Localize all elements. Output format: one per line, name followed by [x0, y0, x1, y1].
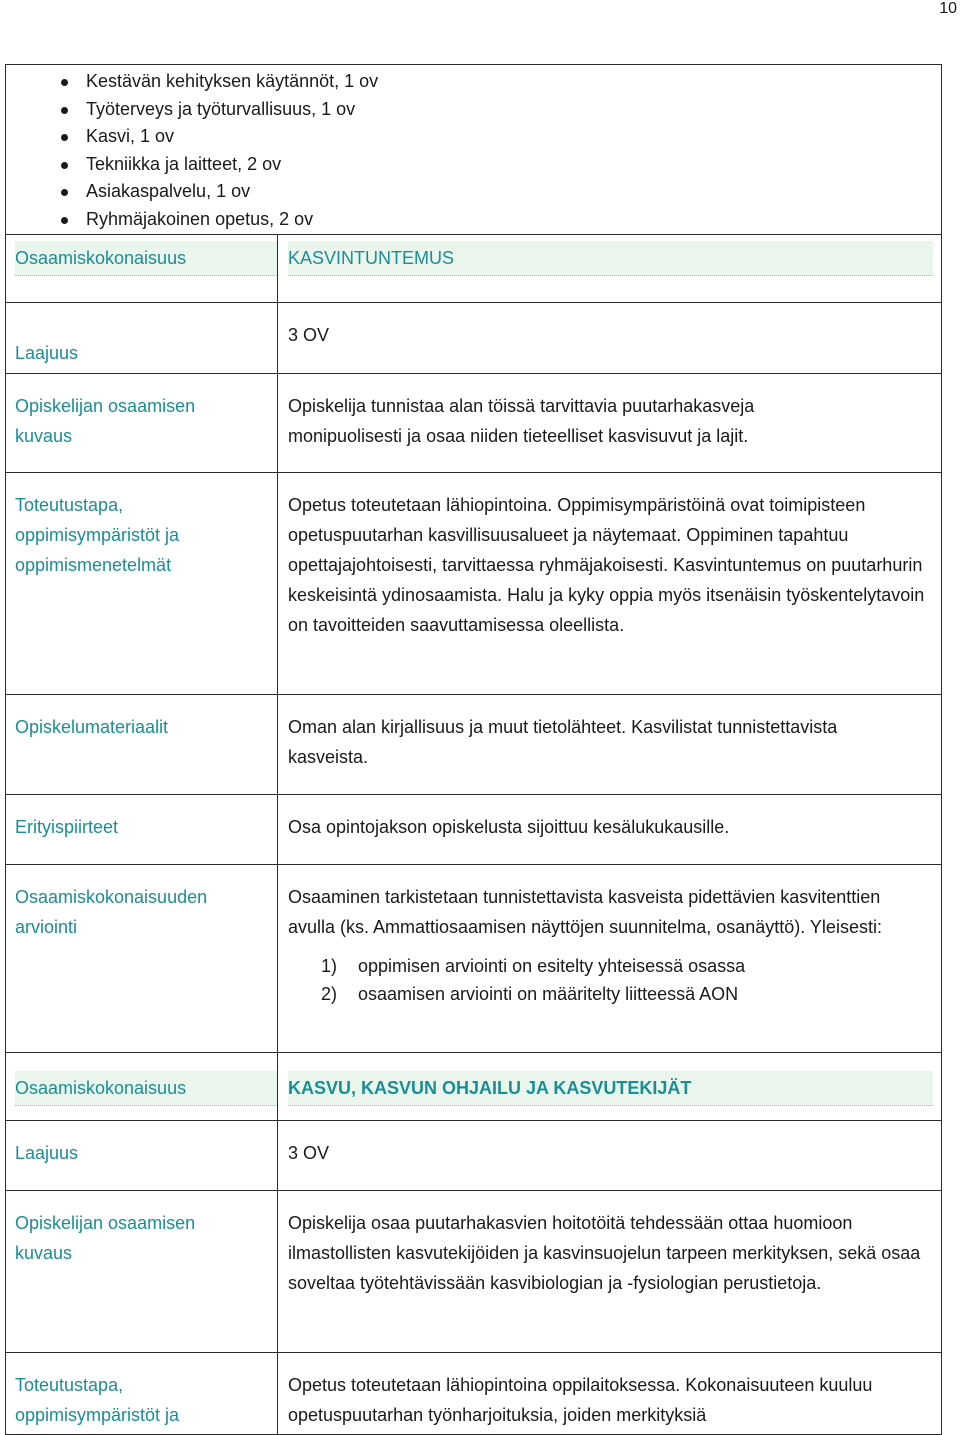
list-item: Kestävän kehityksen käytännöt, 1 ov	[86, 68, 941, 96]
module1-header-row	[6, 234, 942, 302]
kuvaus-label: Opiskelijan osaamisen kuvaus	[15, 1212, 196, 1263]
list-text: oppimisen arviointi on esitelty yhteisessä osassa	[358, 955, 746, 976]
list-item: Työterveys ja työturvallisuus, 1 ov	[86, 96, 941, 124]
laajuus-label: Laajuus	[15, 342, 79, 363]
module1-kuvaus-row	[6, 373, 942, 472]
materiaalit-text: Oman alan kirjallisuus ja muut tietolähteet. Kasvilistat tunnistettavista kasveista.	[288, 716, 838, 767]
toteutustapa-label: Toteutustapa, oppimisympäristöt ja	[15, 1374, 180, 1425]
module2-kuvaus-row	[6, 1190, 942, 1352]
list-text: osaamisen arviointi on määritelty liitteessä AON	[358, 983, 739, 1004]
toteutustapa-text: Opetus toteutetaan lähiopintoina. Oppimisympäristöinä ovat toimipisteen opetuspuutarhan kasvillisuusalueet ja näytemaat. Oppiminen tapahtuu opettajajohtoisesti, tarvittaessa ryhmäjakoisesti. Kasvintuntemus on puutarhurin keskeisintä ydinosaamista. Halu ja kyky oppia myös itsenäisin työskentelytavoin on tavoitteiden saavuttamisessa oleellista.	[288, 494, 925, 635]
module-label: Osaamiskokonaisuus	[15, 1071, 277, 1106]
kuvaus-label: Opiskelijan osaamisen kuvaus	[15, 395, 196, 446]
module1-arviointi-row	[6, 864, 942, 1052]
materiaalit-label: Opiskelumateriaalit	[15, 716, 169, 737]
module2-header-row	[6, 1052, 942, 1120]
page-number: 10	[939, 0, 957, 17]
course-list-cell	[6, 65, 942, 235]
toteutustapa-text: Opetus toteutetaan lähiopintoina oppilaitoksessa. Kokonaisuuteen kuuluu opetuspuutarhan työnharjoituksia, joiden merkityksiä	[288, 1374, 873, 1425]
curriculum-table	[5, 64, 942, 1435]
laajuus-label: Laajuus	[15, 1142, 79, 1163]
list-item: Ryhmäjakoinen opetus, 2 ov	[86, 206, 941, 234]
erityispiirteet-label: Erityispiirteet	[15, 816, 119, 837]
module1-toteutustapa-row	[6, 472, 942, 694]
module2-toteutustapa-row	[6, 1352, 942, 1434]
module-title: KASVU, KASVUN OHJAILU JA KASVUTEKIJÄT	[288, 1071, 933, 1106]
kuvaus-text: Opiskelija osaa puutarhakasvien hoitotöitä tehdessään ottaa huomioon ilmastollisten kasvutekijöiden ja kasvinsuojelun tarpeen merkityksen, sekä osaa soveltaa työtehtävissään kasvibiologian ja -fysiologian perustietoja.	[288, 1212, 921, 1293]
module1-laajuus-row	[6, 302, 942, 373]
arviointi-text: Osaaminen tarkistetaan tunnistettavista kasveista pidettävien kasvitenttien avulla (ks. Ammattiosaamisen näyttöjen suunnitelma, osanäyttö). Yleisesti:	[288, 886, 882, 937]
module-label: Osaamiskokonaisuus	[15, 241, 277, 276]
list-item	[288, 952, 933, 980]
course-list	[6, 68, 941, 234]
laajuus-value: 3 OV	[288, 324, 330, 345]
list-item: Asiakaspalvelu, 1 ov	[86, 178, 941, 206]
module1-erityispiirteet-row	[6, 794, 942, 864]
toteutustapa-label: Toteutustapa, oppimisympäristöt ja oppimismenetelmät	[15, 494, 180, 575]
module1-materiaalit-row	[6, 694, 942, 794]
erityispiirteet-text: Osa opintojakson opiskelusta sijoittuu kesälukukausille.	[288, 816, 730, 837]
kuvaus-text: Opiskelija tunnistaa alan töissä tarvittavia puutarhakasveja monipuolisesti ja osaa niiden tieteelliset kasvisuvut ja lajit.	[288, 395, 755, 446]
list-number: 2)	[321, 983, 338, 1004]
list-item: Tekniikka ja laitteet, 2 ov	[86, 151, 941, 179]
list-item: Kasvi, 1 ov	[86, 123, 941, 151]
list-item	[288, 980, 933, 1008]
laajuus-value: 3 OV	[288, 1142, 330, 1163]
module2-laajuus-row	[6, 1120, 942, 1190]
arviointi-list	[288, 952, 933, 1008]
course-list-row	[6, 65, 942, 235]
arviointi-label: Osaamiskokonaisuuden arviointi	[15, 886, 208, 937]
module-title: KASVINTUNTEMUS	[288, 241, 933, 276]
list-number: 1)	[321, 955, 338, 976]
